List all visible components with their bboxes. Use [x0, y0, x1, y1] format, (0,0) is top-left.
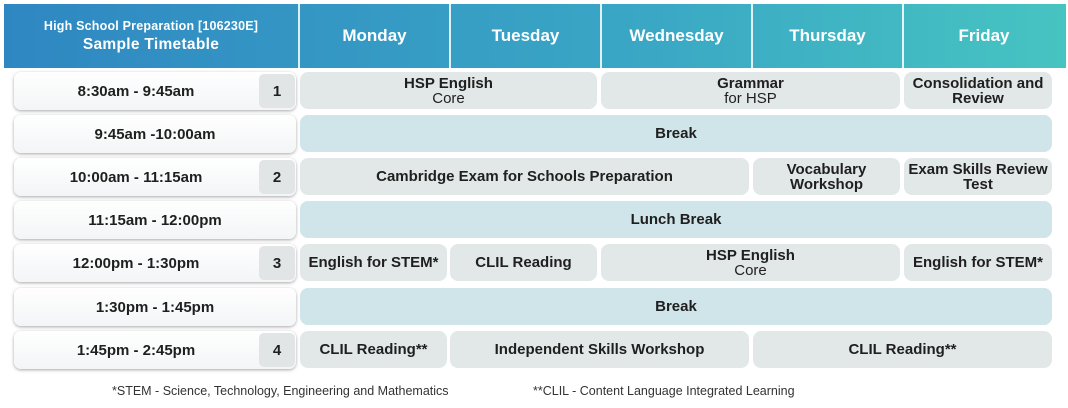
- class-name: CLIL Reading**: [848, 341, 957, 358]
- time-slot-row-7: [14, 331, 296, 369]
- class-cell-exam-skills: [904, 158, 1052, 195]
- class-name: Lunch Break: [630, 211, 722, 228]
- class-name: English for STEM*: [912, 254, 1043, 271]
- day-header-thursday: Thursday: [751, 4, 902, 68]
- class-cell-independent-skills: [450, 331, 749, 368]
- time-slot-row-1: [14, 72, 296, 110]
- footnote-stem: *STEM - Science, Technology, Engineering and Mathematics: [112, 384, 449, 398]
- class-name: CLIL Reading**: [319, 341, 428, 358]
- class-subtitle: Core: [432, 89, 465, 107]
- time-slot: 1:30pm - 1:45pm: [95, 298, 215, 316]
- class-subtitle: Core: [734, 261, 767, 279]
- time-slot: 8:30am - 9:45am: [77, 82, 195, 100]
- class-cell-grammar: [601, 72, 900, 109]
- class-cell-clil-reading: [450, 244, 597, 281]
- time-slot-row-4: [14, 201, 296, 239]
- footnote-clil: **CLIL - Content Language Integrated Learning: [533, 384, 795, 398]
- class-name: Exam Skills Review Test: [908, 160, 1048, 193]
- class-cell-english-stem: [300, 244, 447, 281]
- class-cell-hsp-english: [601, 244, 900, 281]
- class-name: Consolidation and Review: [912, 74, 1044, 107]
- day-header-friday: Friday: [902, 4, 1064, 68]
- class-name: Independent Skills Workshop: [494, 341, 705, 358]
- class-name: Cambridge Exam for Schools Preparation: [376, 168, 673, 185]
- break-cell: [300, 115, 1052, 152]
- timetable-subtitle: Sample Timetable: [82, 35, 220, 53]
- timetable-title: [4, 4, 298, 68]
- day-header-wednesday: Wednesday: [600, 4, 751, 68]
- class-cell-consolidation: [904, 72, 1052, 109]
- time-slot: 9:45am -10:00am: [94, 125, 216, 143]
- time-slot-row-3: [14, 158, 296, 196]
- class-subtitle: for HSP: [724, 89, 777, 107]
- day-header-monday: Monday: [298, 4, 449, 68]
- class-name: CLIL Reading: [475, 254, 572, 271]
- class-cell-english-stem: [904, 244, 1052, 281]
- break-cell: [300, 288, 1052, 325]
- time-slot-row-6: [14, 288, 296, 326]
- day-header-tuesday: Tuesday: [449, 4, 600, 68]
- class-cell-cambridge-exam: [300, 158, 749, 195]
- class-name: HSP English: [706, 246, 795, 264]
- period-number: 4: [259, 333, 295, 367]
- period-number: 2: [259, 160, 295, 194]
- class-cell-clil-reading: [300, 331, 447, 368]
- time-slot: 1:45pm - 2:45pm: [76, 341, 196, 359]
- time-slot: 10:00am - 11:15am: [69, 168, 203, 186]
- period-number: 3: [259, 246, 295, 280]
- class-name: Break: [655, 125, 697, 142]
- class-name: HSP English: [404, 74, 493, 92]
- class-name: Grammar: [717, 74, 784, 92]
- timetable-header: [4, 4, 1066, 68]
- time-slot-row-2: [14, 115, 296, 153]
- period-number: 1: [259, 74, 295, 108]
- class-cell-vocabulary: [753, 158, 900, 195]
- class-name: Break: [655, 298, 697, 315]
- time-slot: 11:15am - 12:00pm: [88, 211, 222, 229]
- class-cell-hsp-english: [300, 72, 597, 109]
- time-slot: 12:00pm - 1:30pm: [72, 254, 200, 272]
- class-name: Vocabulary Workshop: [786, 160, 867, 193]
- class-cell-clil-reading: [753, 331, 1052, 368]
- time-slot-row-5: [14, 244, 296, 282]
- course-title: High School Preparation [106230E]: [43, 18, 259, 33]
- class-name: English for STEM*: [308, 254, 439, 271]
- lunch-break-cell: [300, 201, 1052, 238]
